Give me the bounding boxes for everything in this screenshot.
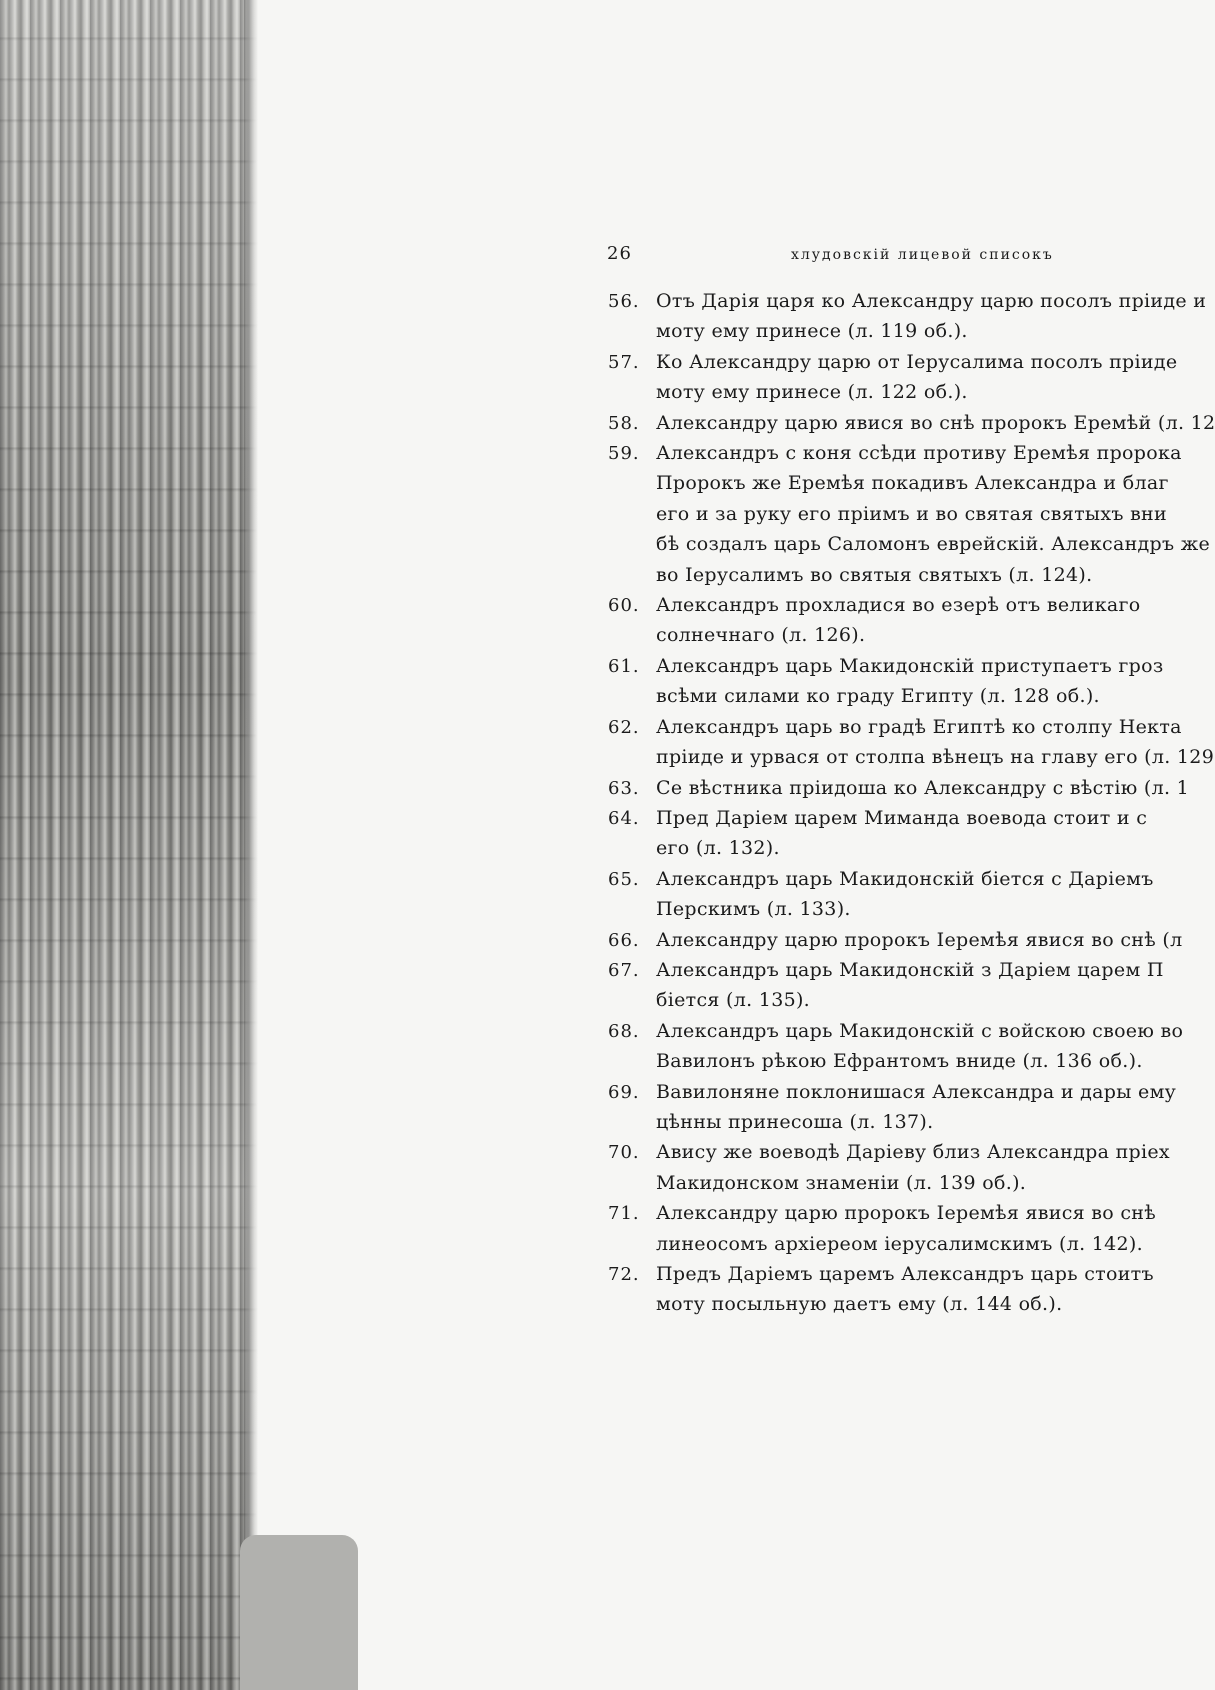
list-item	[608, 1077, 1177, 1138]
entry-text-line: Макидонском знаменіи (л. 139 об.).	[656, 1171, 1027, 1194]
entry-text-line: Перскимъ (л. 133).	[656, 898, 851, 921]
entry-text-line: біется (л. 135).	[656, 989, 811, 1012]
entry-text-line: во Іерусалимъ во святыя святыхъ (л. 124).	[656, 563, 1093, 586]
entry-text-line: Александру царю пророкъ Іеремѣя явися во снѣ	[656, 1202, 1157, 1225]
entry-text-line: Александръ царь во градѣ Египтѣ ко столпу Некта	[656, 715, 1182, 738]
entry-number: 56.	[608, 291, 640, 312]
entry-text-line: Александръ прохладися во езерѣ отъ великаго	[656, 594, 1141, 617]
entry-number: 72.	[608, 1264, 640, 1285]
entry-number: 67.	[608, 959, 640, 981]
entry-number: 66.	[608, 929, 640, 951]
entry-text-line: линеосомъ архіереом іерусалимскимъ (л. 142).	[656, 1232, 1143, 1255]
list-item	[608, 1198, 1157, 1259]
entry-text-line: его (л. 132).	[656, 837, 780, 860]
entry-number: 70.	[608, 1142, 640, 1164]
entry-text-line: Вавилонъ рѣкою Ефрантомъ вниде (л. 136 об.).	[656, 1050, 1143, 1073]
entry-text-line: его и за руку его пріимъ и во святая святыхъ вни	[656, 502, 1167, 525]
entry-list	[608, 286, 1215, 1320]
list-item	[608, 1016, 1184, 1077]
list-item	[608, 286, 1207, 347]
entry-text-line: Александру царю явися во снѣ пророкъ Еремѣй (л. 12	[656, 411, 1215, 434]
entry-number: 58.	[608, 412, 640, 434]
entry-number: 59.	[608, 443, 640, 465]
list-item	[608, 408, 1215, 438]
entry-number: 57.	[608, 351, 640, 373]
book-edge-scan	[0, 0, 258, 1690]
entry-number: 65.	[608, 868, 640, 890]
running-title: хлудовскій лицевой списокъ	[791, 247, 1054, 263]
list-item	[608, 864, 1154, 925]
entry-number: 63.	[608, 777, 640, 799]
list-item	[608, 773, 1190, 803]
entry-number: 71.	[608, 1203, 640, 1225]
entry-number: 61.	[608, 655, 640, 677]
list-item	[608, 1259, 1154, 1320]
entry-text-line: цѣнны принесоша (л. 137).	[656, 1110, 934, 1133]
entry-number: 62.	[608, 716, 640, 738]
entry-text-line: моту ему принесе (л. 122 об.).	[656, 381, 968, 404]
page-number: 26	[607, 243, 632, 264]
entry-text-line: Александръ царь Макидонскій з Даріем царем П	[656, 958, 1164, 981]
entry-text-line: Отъ Дарія царя ко Александру царю посолъ пріиде и	[656, 290, 1207, 312]
scan-corner-patch	[240, 1535, 358, 1690]
entry-text-line: Ко Александру царю от Іерусалима посолъ пріиде	[656, 350, 1178, 373]
page-header	[607, 243, 1140, 273]
entry-text-line: солнечнаго (л. 126).	[656, 624, 866, 647]
list-item	[608, 651, 1164, 712]
list-item	[608, 803, 1148, 864]
entry-text-line: Авису же воеводѣ Даріеву близ Александра пріех	[656, 1141, 1170, 1164]
list-item	[608, 347, 1178, 408]
list-item	[608, 955, 1164, 1016]
entry-text-line: Александръ с коня ссѣди противу Еремѣя пророка	[656, 442, 1182, 465]
entry-text-line: Александру царю пророкъ Іеремѣя явися во снѣ (л	[656, 928, 1183, 951]
entry-text-line: бѣ создалъ царь Саломонъ еврейскій. Александръ же	[656, 533, 1211, 556]
entry-text-line: Александръ царь Макидонскій приступаетъ гроз	[656, 654, 1164, 677]
entry-number: 60.	[608, 595, 640, 617]
entry-text-line: моту ему принесе (л. 119 об.).	[656, 320, 968, 343]
entry-text-line: Александръ царь Макидонскій біется с Даріемъ	[656, 867, 1154, 890]
list-item	[608, 438, 1211, 590]
entry-text-line: Пророкъ же Еремѣя покадивъ Александра и благ	[656, 472, 1169, 495]
entry-number: 64.	[608, 807, 640, 829]
entry-text-line: Пред Даріем царем Миманда воевода стоит и с	[656, 806, 1148, 829]
entry-text-line: Предъ Даріемъ царемъ Александръ царь стоитъ	[656, 1263, 1154, 1285]
list-item	[608, 590, 1141, 651]
entry-text-line: моту посыльную даетъ ему (л. 144 об.).	[656, 1293, 1063, 1316]
entry-number: 69.	[608, 1081, 640, 1103]
entry-text-line: Александръ царь Макидонскій с войскою своею во	[656, 1019, 1184, 1042]
entry-text-line: Се вѣстника пріидоша ко Александру с вѣстію (л. 1	[656, 776, 1190, 799]
entry-text-line: Вавилоняне поклонишася Александра и дары ему	[656, 1080, 1177, 1103]
list-item	[608, 925, 1183, 955]
entry-text-line: всѣми силами ко граду Египту (л. 128 об.).	[656, 685, 1100, 708]
entry-text-line: пріиде и урвася от столпа вѣнецъ на главу его (л. 129	[656, 746, 1215, 769]
list-item	[608, 712, 1215, 773]
list-item	[608, 1137, 1170, 1198]
entry-number: 68.	[608, 1020, 640, 1042]
